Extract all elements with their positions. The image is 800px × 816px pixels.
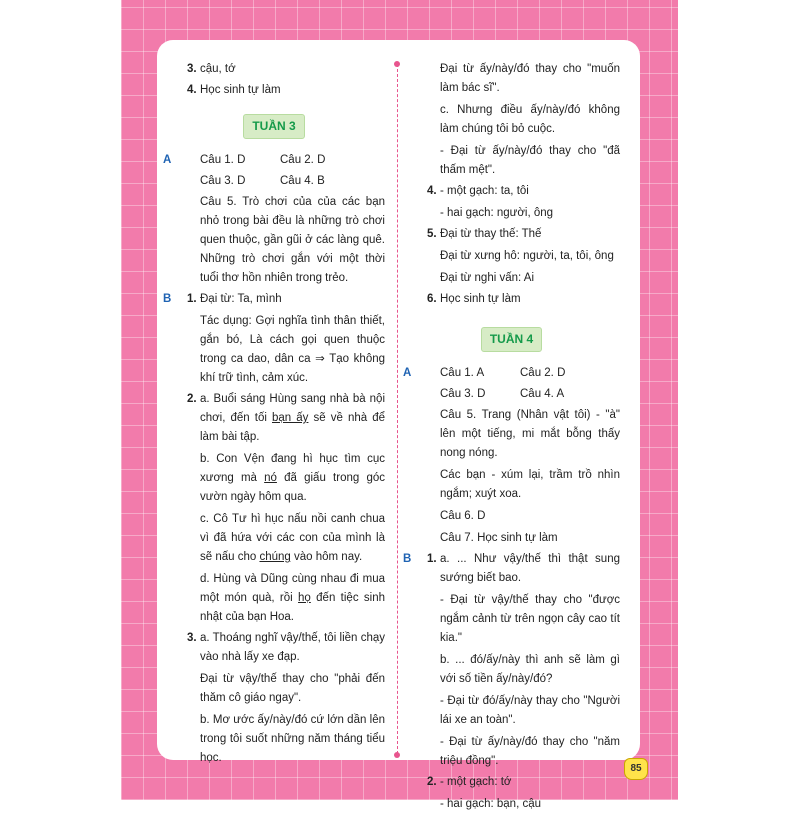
- week3-section-b-3: 3. a. Thoáng nghĩ vậy/thế, tôi liền chạy vào nhà lấy xe đạp. Đại từ vậy/thế thay cho "phải đến thăm cô giáo ngay". b. Mơ ước ấy/này/đó cứ lớn dần lên trong tôi suốt những năm tháng tiểu học.: [187, 632, 385, 764]
- week3-q5: Câu 5. Trò chơi của của các bạn nhỏ trong bài đều là những trò chơi quen thuộc, gần gũi ở các làng quê. Những trò chơi gắn với một thời tuổi thơ hồn nhiên trong trẻo.: [200, 196, 385, 284]
- week3-section-b-1: B 1. Đại từ: Ta, mình Tác dụng: Gợi nghĩa tình thân thiết, gắn bó, Là cách gọi quen thuộc trong ca dao, dân ca ⇒ Tạo không khí trữ tình, cảm xúc.: [163, 290, 385, 388]
- week4-section-b-1: B 1. a. ... Như vậy/thế thì thật sung sướng biết bao. - Đại từ vậy/thế thay cho "được ngắm cảnh từ trên ngọn cây cao tít kia." b. ... đó/ấy/này thì anh sẽ làm gì với số tiền ấy/này/đó? - Đại từ đó/ấy/này thay cho "Người lái xe an toàn". - Đại từ ấy/này/đó thay cho "năm triệu đồng".: [403, 550, 620, 771]
- left-item-3: 3. cậu, tớ: [187, 63, 236, 75]
- divider-dot-bottom: [394, 752, 400, 758]
- week4-section-b-2: 2. - một gạch: tớ - hai gạch: bạn, cậu: [427, 776, 542, 810]
- divider-dot-top: [394, 61, 400, 67]
- section-b-marker: B: [163, 293, 172, 305]
- left-item-4: 4. Học sinh tự làm: [187, 84, 281, 96]
- week-3-heading: TUẦN 3: [243, 114, 304, 139]
- column-divider: [397, 64, 398, 754]
- section-b-marker: B: [403, 553, 412, 565]
- week3-section-a: A Câu 1. D Câu 2. D Câu 3. D Câu 4. B Câu 5. Trò chơi của của các bạn nhỏ trong bài đều là những trò chơi quen thuộc, gần gũi ở các làng quê. Những trò chơi gắn với một thời tuổi thơ hồn nhiên trong trẻo.: [163, 151, 385, 288]
- week4-section-a: A Câu 1. A Câu 2. D Câu 3. D Câu 4. A Câu 5. Trang (Nhân vật tôi) - "à" lên một tiếng, mi mắt bỗng thấy nong nóng. Các bạn - xúm lại, trầm trồ nhìn ngắm; xuýt xoa. Câu 6. D Câu 7. Học sinh tự làm: [403, 364, 620, 548]
- right-cont-1: Đại từ ấy/này/đó thay cho "muốn làm bác sĩ". c. Nhưng điều ấy/này/đó không làm chúng tôi bỏ cuộc. - Đại từ ấy/này/đó thay cho "đã thấm mệt".: [440, 63, 620, 176]
- section-a-marker: A: [403, 367, 412, 379]
- left-column: [163, 60, 385, 770]
- page-number-badge: 85: [624, 758, 648, 780]
- right-item-5: 5. Đại từ thay thế: Thế Đại từ xưng hô: người, ta, tôi, ông Đại từ nghi vấn: Ai: [427, 228, 614, 284]
- week3-section-b-2: 2. a. Buổi sáng Hùng sang nhà bà nội chơi, đến tối bạn ấy sẽ về nhà để làm bài tập. b. Con Vện đang hì hục tìm cục xương mà nó đã giấu trong góc vườn ngày hôm qua. c. Cô Tư hì hục nấu nồi canh chua vì đã hứa với các con của mình là sẽ nấu cho chúng vào hôm nay. d. Hùng và Dũng cùng nhau đi mua một món quà, rồi họ đến tiệc sinh nhật của bạn Hoa.: [187, 393, 386, 623]
- week-4-heading: TUẦN 4: [481, 327, 542, 352]
- section-a-marker: A: [163, 154, 172, 166]
- right-item-4: 4. - một gạch: ta, tôi - hai gạch: người, ông: [427, 185, 554, 219]
- right-column: [403, 60, 620, 816]
- right-item-6: 6. Học sinh tự làm: [427, 293, 521, 305]
